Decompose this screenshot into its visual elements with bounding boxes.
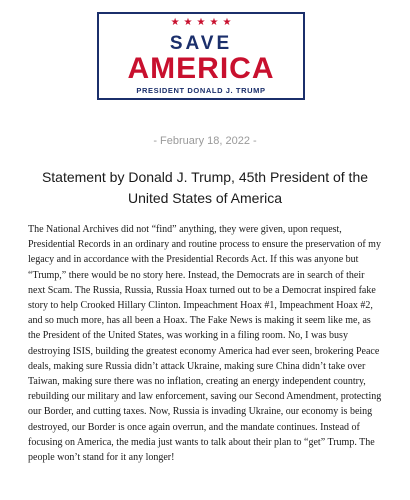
statement-body: The National Archives did not “find” anything, they were given, upon request, Presidential Records in an ordinary and routine process to ensure the preservation of my legacy and in accordance with the Presidential Records Act. If this was anyone but “Trump,” there would be no story here. Instead, the Democrats are in search of their next Scam. The Russia, Russia, Russia Hoax turned out to be a Democrat inspired fake story to help Crooked Hillary Clinton. Impeachment Hoax #1, Impeachment Hoax #2, and so much more, has all been a Hoax. The Fake News is making it seem like me, as the President of the United States, was working in a filing room. No, I was busy destroying ISIS, building the greatest economy America had ever seen, brokering Peace deals, making sure Russia didn’t attack Ukraine, making sure China didn’t take over Taiwan, making sure there was no inflation, creating an energy independent country, rebuilding our military and law enforcement, saving our Second Amendment, protecting our Border, and cutting taxes. Now, Russia is invading Ukraine, our economy is being destroyed, our Border is once again overrun, and the mandate continues. Instead of focusing on America, the media just wants to talk about their plan to “get” Trump. The people won’t stand for it any longer!: [28, 224, 382, 464]
logo-save-text: SAVE: [169, 33, 233, 54]
stars-icon: ★★★★★: [170, 17, 236, 28]
logo-america-text: AMERICA: [127, 52, 275, 85]
statement-title: Statement by Donald J. Trump, 45th President of the United States of America: [41, 169, 369, 206]
save-america-logo: [97, 12, 305, 100]
logo-president-text: PRESIDENT DONALD J. TRUMP: [136, 86, 266, 95]
statement-date: - February 18, 2022 -: [153, 135, 257, 147]
